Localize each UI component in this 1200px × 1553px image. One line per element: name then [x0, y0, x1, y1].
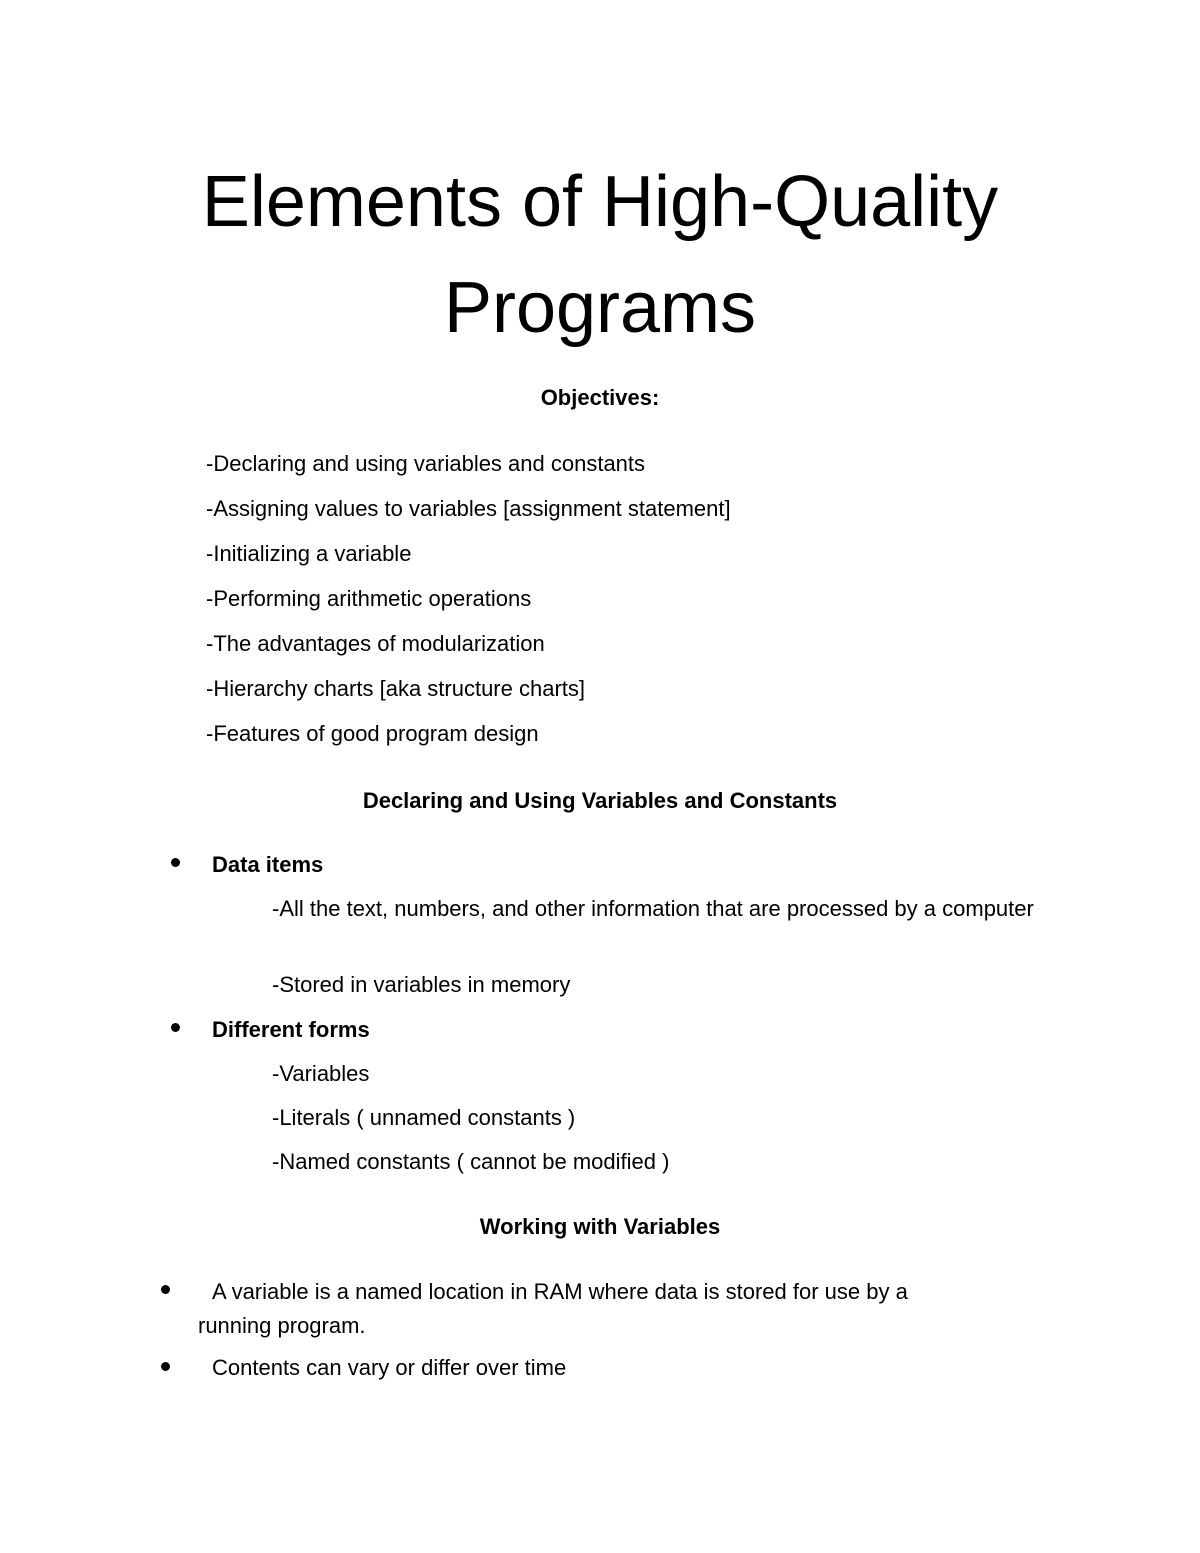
- objective-item: -Features of good program design: [206, 721, 539, 746]
- different-forms-point: -Literals ( unnamed constants ): [272, 1105, 576, 1130]
- objectives-heading: Objectives:: [540, 385, 660, 410]
- bullet-icon: [161, 1362, 170, 1371]
- different-forms-point: -Named constants ( cannot be modified ): [272, 1149, 670, 1174]
- working-bullet-text: Contents can vary or differ over time: [212, 1355, 567, 1380]
- declaring-section-heading: Declaring and Using Variables and Constants: [362, 788, 838, 813]
- objective-item: -Declaring and using variables and constants: [206, 451, 646, 476]
- data-items-point: -Stored in variables in memory: [272, 972, 571, 997]
- data-items-label: Data items: [212, 852, 324, 877]
- working-section-heading: Working with Variables: [479, 1214, 721, 1239]
- document-title-line-1: Elements of High-Quality: [201, 162, 999, 242]
- different-forms-point: -Variables: [272, 1061, 370, 1086]
- data-items-point: -All the text, numbers, and other information that are processed by a computer: [272, 896, 1034, 921]
- objective-item: -Performing arithmetic operations: [206, 586, 532, 611]
- document-title-line-2: Programs: [443, 268, 757, 348]
- objective-item: -Assigning values to variables [assignment statement]: [206, 496, 731, 521]
- bullet-icon: [161, 1285, 170, 1294]
- working-bullet-text-continued: running program.: [198, 1313, 366, 1338]
- objective-item: -Initializing a variable: [206, 541, 412, 566]
- objective-item: -The advantages of modularization: [206, 631, 545, 656]
- bullet-icon: [171, 1023, 180, 1032]
- objective-item: -Hierarchy charts [aka structure charts]: [206, 676, 586, 701]
- working-bullet-text: A variable is a named location in RAM where data is stored for use by a: [212, 1279, 908, 1304]
- different-forms-label: Different forms: [212, 1017, 370, 1042]
- bullet-icon: [171, 858, 180, 867]
